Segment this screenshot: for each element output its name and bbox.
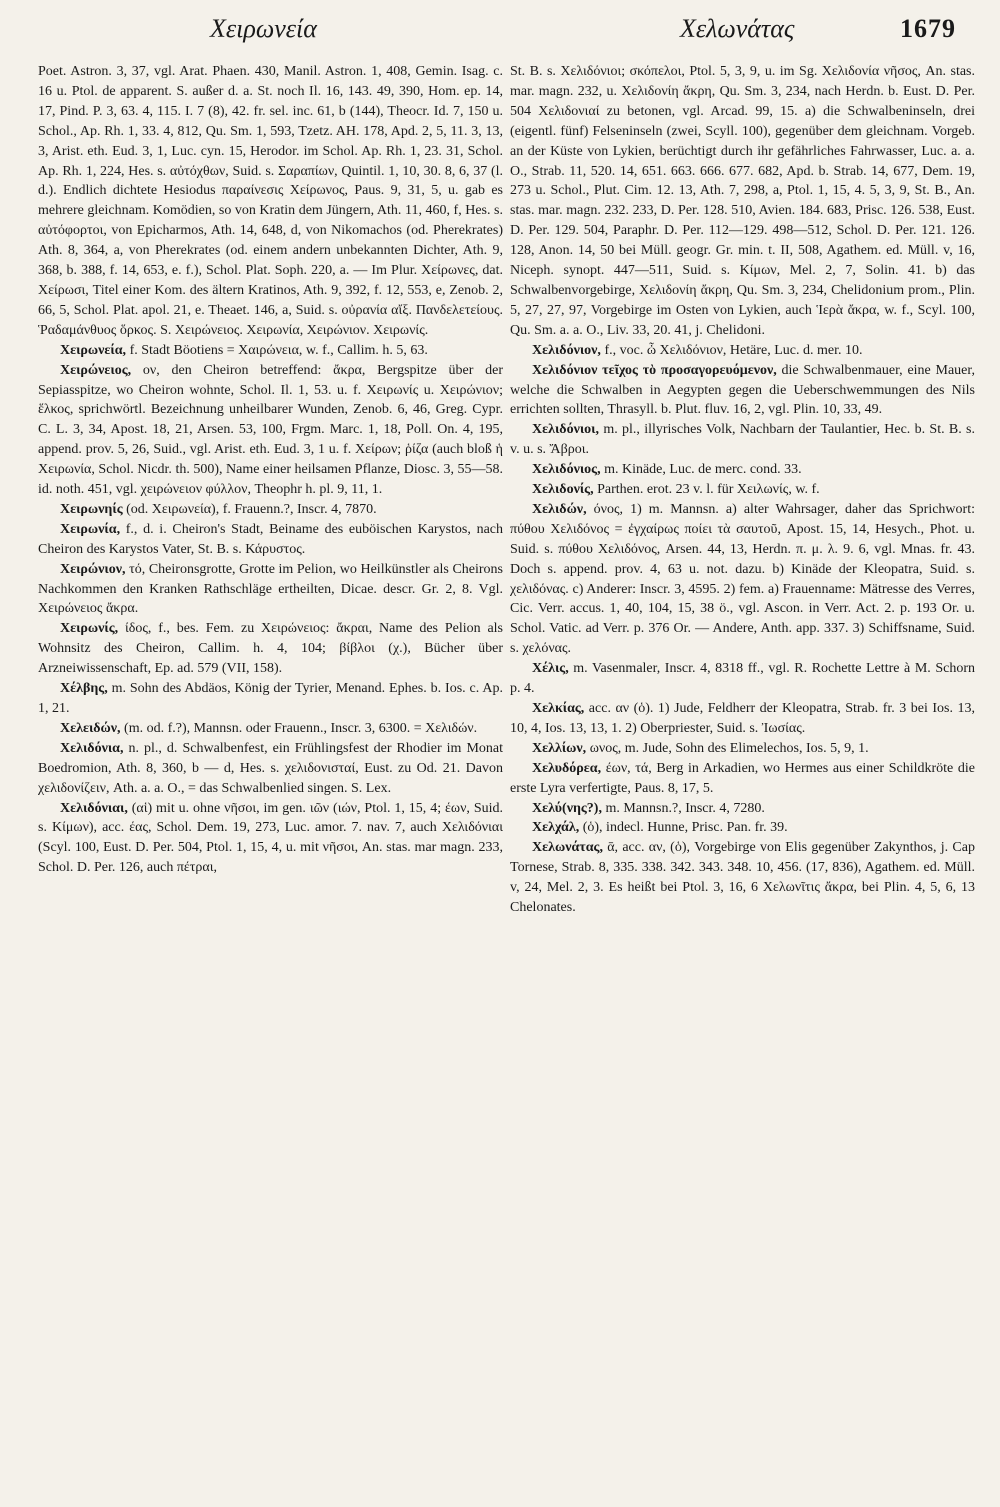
dictionary-entry <box>510 480 975 500</box>
entry-text: m. Mannsn.?, Inscr. 4, 7280. <box>601 800 765 816</box>
entry-headword: Χελωνάτας, <box>532 840 603 856</box>
entry-headword: Χειρωνίς, <box>60 621 119 637</box>
entry-text: acc. αν (ὁ). 1) Jude, Feldherr der Kleopatra, Strab. fr. 3 bei Ios. 13, 10, 4, Ios. 13, 13, 1. 2) Oberpriester, Suid. s. Ἰωσίας. <box>510 701 975 736</box>
dictionary-entry <box>38 520 503 560</box>
entry-headword: Χελιδόνιαι, <box>60 800 128 816</box>
entry-headword: Χειρωνηίς <box>60 501 123 517</box>
dictionary-entry <box>38 500 503 520</box>
entry-text: St. B. s. Χελιδόνιοι; σκόπελοι, Ptol. 5, 3, 9, u. im Sg. Χελιδονία νῆσος, An. stas. mar. magn. 232, u. Χελιδονίη ἄκρη, Qu. Sm. 3, 234, nach Herdn. b. Eust. D. Per. 504 Χελιδονιαί zu betonen, vgl. Arcad. 99, 15. a) die Schwalbeninseln, drei (eigentl. fünf) Felseninseln (zwei, Scyll. 100), gegenüber dem gleichnam. Vorgeb. an der Küste von Lykien, berüchtigt durch ihr gefährliches Fahrwasser, Luc. a. a. O., Strab. 11, 520. 14, 651. 663. 666. 677. 682, Apd. b. Strab. 14, 677, Dem. 19, 273 u. Schol., Plut. Cim. 12. 13, Ath. 7, 298, a, Ptol. 1, 15, 4. 5, 3, 9, St. B., An. stas. mar. magn. 232. 233, D. Per. 128. 510, Avien. 184. 683, Prisc. 126. 538, Eust. D. Per. 129. 504, Paraphr. D. Per. 112—129. 498—512, Schol. D. Per. 121. 126. 128, Anon. 14, 50 bei Müll. geogr. Gr. min. t. II, 508, Agathem. ed. Müll. v, 16, Niceph. synopt. 447—511, Suid. s. Κίμων, Mel. 2, 7, Solin. 41. b) das Schwalbenvorgebirge, Χελιδονίη ἄκρη, Qu. Sm. 3, 234, Chelidonium prom., Plin. 5, 27, 27, 97, Vorgebirge im Osten von Lykien, auch Ἱερὰ ἄκρα, w. f., Scyl. 100, Qu. Sm. a. a. O., Liv. 33, 20. 41, j. Chelidoni. <box>510 64 975 338</box>
right-running-headword: Χελωνάτας <box>680 14 795 43</box>
entry-continuation <box>510 62 975 341</box>
dictionary-entry <box>38 560 503 620</box>
dictionary-entry <box>38 719 503 739</box>
entry-text: όνος, 1) m. Mannsn. a) alter Wahrsager, daher das Sprichwort: πύθου Χελιδόνος = ἐγχαίρως ποίει τὰ σαυτοῦ, Apost. 15, 14, Hesych., Phot. u. Suid. s. πύθου Χελιδόνος, Arsen. 44, 13, Herdn. π. μ. λ. 9. 6, vgl. Mnas. fr. 43. Doch s. append. prov. 4, 63 u. not. dazu. b) Kinäde der Kleopatra, Suid. s. χελιδόνας. c) Anderer: Inscr. 3, 4595. 2) fem. a) Frauenname: Mätresse des Verres, Cic. Verr. accus. 1, 40, 104, 15, 38 ö., vgl. Ascon. in Verr. Act. 2. p. 193 Or. u. Schol. Vatic. ad Verr. p. 376 Or. — Andere, Anth. app. 337. 3) Schiffsname, Suid. s. χελόνας. <box>510 501 975 657</box>
entry-headword: Χέλβης, <box>60 681 108 697</box>
dictionary-entry <box>510 460 975 480</box>
dictionary-entry <box>510 799 975 819</box>
entry-headword: Χέλις, <box>532 661 569 677</box>
page-header <box>0 14 1000 54</box>
dictionary-entry <box>510 739 975 759</box>
entry-text: die Schwalbenmauer, eine Mauer, welche die Schwalben in Aegypten gegen die Ueberschwemmungen des Nils errichten sollten, Thrasyll. b. Plut. fluv. 16, 2, vgl. Plin. 10, 33, 49. <box>510 362 975 418</box>
page-number: 1679 <box>900 14 956 43</box>
entry-headword: Χελιδόνιον, <box>532 342 601 358</box>
entry-text: ίδος, f., bes. Fem. zu Χειρώνειος: ἄκραι, Name des Pelion als Wohnsitz des Cheiron, Callim. h. 4, 104; βίβλοι (χ.), Bücher über Arzneiwissenschaft, Ep. ad. 579 (VII, 158). <box>38 621 503 677</box>
entry-text: Parthen. erot. 23 v. l. für Χειλωνίς, w. f. <box>593 482 820 498</box>
entry-text: m. Sohn des Abdäos, König der Tyrier, Menand. Ephes. b. Ios. c. Ap. 1, 21. <box>38 681 503 716</box>
dictionary-entry <box>38 361 503 500</box>
entry-headword: Χειρώνειος, <box>60 362 132 378</box>
dictionary-entry <box>38 679 503 719</box>
entry-headword: Χελκίας, <box>532 701 585 716</box>
entry-headword: Χειρωνεία, <box>60 342 127 358</box>
entry-text: (m. od. f.?), Mannsn. oder Frauenn., Inscr. 3, 6300. = Χελιδών. <box>120 720 478 736</box>
dictionary-entry <box>510 361 975 421</box>
entry-headword: Χειρώνιον, <box>60 561 126 577</box>
entry-text: n. pl., d. Schwalbenfest, ein Frühlingsfest der Rhodier im Monat Boedromion, Ath. 8, 360, b — d, Hes. s. χελιδονισταί, Eust. zu Od. 21. Davon χελιδονίζειν, Ath. a. a. O., = das Schwalbenlied singen. S. Lex. <box>38 740 503 796</box>
entry-text: f., d. i. Cheiron's Stadt, Beiname des euböischen Karystos, nach Cheiron des Karystos Vater, St. B. s. Κάρυστος. <box>38 521 503 557</box>
entry-text: f. Stadt Böotiens = Χαιρώνεια, w. f., Callim. h. 5, 63. <box>126 342 428 358</box>
dictionary-entry <box>38 341 503 361</box>
entry-headword: Χελχάλ, <box>532 820 580 836</box>
entry-headword: Χελιδονίς, <box>532 482 594 498</box>
entry-headword: Χελιδόνιος, <box>532 462 601 478</box>
entry-text: έων, τά, Berg in Arkadien, wo Hermes aus einer Schildkröte die erste Lyra verfertigte, Paus. 8, 17, 5. <box>510 760 975 796</box>
dictionary-entry <box>510 420 975 460</box>
dictionary-entry <box>38 799 503 879</box>
entry-text: ον, den Cheiron betreffend: ἄκρα, Bergspitze über der Sepiasspitze, wo Cheiron wohnte, Schol. Il. 1, 53. u. f. Χειρωνίς u. Χειρώνιον; ἕλκος, sprichwörtl. Bezeichnung unheilbarer Wunden, Zenob. 6, 46, Greg. Cypr. C. L. 3, 34, Apost. 18, 21, Arsen. 53, 100, Frgm. Marc. 1, 18, Poll. On. 4, 195, append. prov. 5, 26, Suid., vgl. Arist. eth. Eud. 3, 1 u. f. Χείρων; ῥίζα (auch bloß ἡ Χειρωνία, Schol. Nicdr. th. 500), Name einer heilsamen Pflanze, Diosc. 3, 55—58. id. noth. 451, vgl. χειρώνειον φύλλον, Theophr h. pl. 9, 11, 1. <box>38 362 503 498</box>
entry-text: m. Vasenmaler, Inscr. 4, 8318 ff., vgl. R. Rochette Lettre à M. Schorn p. 4. <box>510 661 975 697</box>
dictionary-entry <box>510 838 975 918</box>
dictionary-entry <box>38 739 503 799</box>
dictionary-entry <box>510 500 975 659</box>
entry-headword: Χελιδόνιον τεῖχος τὸ προσαγορευόμενον, <box>532 362 777 378</box>
dictionary-entry <box>510 818 975 838</box>
entry-continuation <box>38 62 503 341</box>
dictionary-entry <box>38 619 503 679</box>
entry-headword: Χελυδόρεα, <box>532 760 602 776</box>
right-column <box>510 62 975 918</box>
entry-text: m. pl., illyrisches Volk, Nachbarn der Taulantier, Hec. b. St. B. s. v. u. s. Ἄβροι. <box>510 422 975 458</box>
left-column <box>38 62 503 878</box>
entry-text: m. Kinäde, Luc. de merc. cond. 33. <box>600 462 802 478</box>
entry-headword: Χελιδόνια, <box>60 740 124 756</box>
entry-headword: Χελλίων, <box>532 740 587 756</box>
entry-headword: Χειρωνία, <box>60 521 121 537</box>
entry-headword: Χελιδών, <box>532 501 587 517</box>
dictionary-entry <box>510 759 975 799</box>
dictionary-entry <box>510 699 975 739</box>
entry-text: (od. Χειρωνεία), f. Frauenn.?, Inscr. 4, 7870. <box>122 501 377 517</box>
entry-text: ᾱ, acc. αν, (ὁ), Vorgebirge von Elis gegenüber Zakynthos, j. Cap Tornese, Strab. 8, 335. 338. 342. 343. 348. 10, 456. (17, 836), Agathem. ed. Müll. v, 24, Mel. 2, 3. Es heißt bei Ptol. 3, 16, 6 Χελωνῖτις ἄκρα, bei Plin. 4, 5, 6, 13 Chelonates. <box>510 840 975 916</box>
entry-text: τό, Cheironsgrotte, Grotte im Pelion, wo Heilkünstler als Cheirons Nachkommen den Kranken Rathschläge ertheilten, Dicae. descr. Gr. 2, 8. Vgl. Χειρώνειος ἄκρα. <box>38 561 503 617</box>
entry-headword: Χελειδών, <box>60 720 121 736</box>
dictionary-entry <box>510 659 975 699</box>
entry-text: f., voc. ὦ Χελιδόνιον, Hetäre, Luc. d. mer. 10. <box>600 342 863 358</box>
entry-text: Poet. Astron. 3, 37, vgl. Arat. Phaen. 430, Manil. Astron. 1, 408, Gemin. Isag. c. 16 u. Ptol. de apparent. S. außer d. a. St. noch Il. 16, 143. 49, 390, Hom. ep. 14, 17, Pind. P. 3, 63. 4, 115. I. 7 (8), 42. fr. sel. inc. 61, b (144), Theocr. Id. 7, 150 u. Schol., Ap. Rh. 1, 33. 4, 812, Qu. Sm. 1, 593, Tzetz. AH. 178, Apd. 2, 5, 11. 3, 13, 3, Arist. eth. Eud. 3, 1, Luc. cyn. 15, Herodor. im Schol. Ap. Rh. 1, 23. 31, Schol. Ap. Rh. 1, 224, Hes. s. αὐτόχθων, Suid. s. Σαραπίων, Quintil. 1, 10, 30. 8, 6, 37 (l. d.). Endlich dichtete Hesiodus παραίνεσις Χείρωνος, Paus. 9, 31, 5, u. gab es mehrere gleichnam. Komödien, so von Kratin dem Jüngern, Ath. 11, 460, f, Hes. s. αὐτόφορτοι, von Epicharmos, Ath. 14, 648, d, von Nikomachos (od. Pherekrates) Ath. 8, 364, a, von Pherekrates (od. einem andern unbekannten Dichter, Ath. 9, 368, b. 388, f. 14, 653, e. f.), Schol. Plat. Soph. 220, a. — Im Plur. Χείρωνες, dat. Χείρωσι, Titel einer Kom. des ältern Kratinos, Ath. 9, 392, f. 12, 553, e, Zenob. 2, 66, 5, Schol. Plat. apol. 21, e. Theaet. 146, a, Suid. s. οὐρανία αἴξ. Πανδελετείους. Ῥαδαμάνθυος ὅρκος. S. Χειρώνειος. Χειρωνία, Χειρώνιον. Χειρωνίς. <box>38 64 503 338</box>
entry-text: (αἱ) mit u. ohne νῆσοι, im gen. ιῶν (ιών, Ptol. 1, 15, 4; έων, Suid. s. Κίμων), acc. έας, Schol. Dem. 19, 273, Luc. amor. 7. nav. 7, auch Χελιδόνιαι (Scyl. 100, Eust. D. Per. 504, Ptol. 1, 15, 4, u. mit νῆσοι, An. stas. mar magn. 233, Schol. D. Per. 126, auch πέτραι, <box>38 800 503 876</box>
left-running-headword: Χειρωνεία <box>210 14 317 43</box>
entry-text: ωνος, m. Jude, Sohn des Elimelechos, Ios. 5, 9, 1. <box>586 740 869 756</box>
entry-headword: Χελύ(νης?), <box>532 800 602 816</box>
entry-text: (ὁ), indecl. Hunne, Prisc. Pan. fr. 39. <box>579 820 788 836</box>
entry-headword: Χελιδόνιοι, <box>532 422 600 438</box>
dictionary-entry <box>510 341 975 361</box>
